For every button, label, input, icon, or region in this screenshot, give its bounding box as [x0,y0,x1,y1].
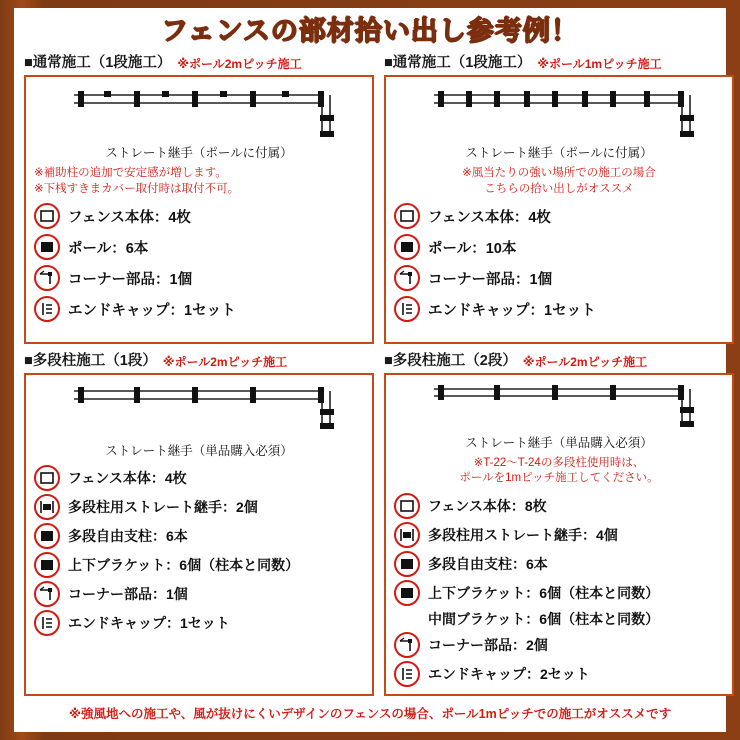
list-item [34,465,364,491]
panel-cell-1 [24,52,374,344]
endcap-icon [34,610,60,636]
list-item [394,234,724,260]
list-item [394,203,724,229]
list-item [394,265,724,291]
footer-text: ※強風地への施工や、風が抜けにくいデザインのフェンスの場合、ポール1mピッチでの施工がオススメです [68,707,672,721]
list-item [428,609,724,629]
list-item [34,552,364,578]
list-item [34,234,364,260]
corner-icon [34,581,60,607]
panel-heading-main-4: ■多段柱施工（2段） [384,352,517,369]
pole-icon [34,234,60,260]
diagram-caption-1: ストレート継手（ポールに付属） [105,146,293,160]
panel-note-4-1: ※T-22～T-24の多段柱使用時は、 [473,456,645,469]
item-label: ポール：10本 [428,240,517,257]
item-label: 多段柱用ストレート継手：2個 [68,498,258,515]
item-label: フェンス本体：8枚 [428,498,547,514]
fence-diagram-3 [34,383,364,439]
list-item [394,296,724,322]
item-list-1 [34,203,364,322]
item-list-3 [34,465,364,636]
item-list-4 [394,493,724,687]
title-bar [14,8,726,48]
panel-note-2-2: こちらの拾い出しがオススメ [484,182,634,195]
item-label: フェンス本体：4枚 [68,469,187,486]
panel-box-3 [24,373,374,696]
panel-heading-main-1: ■通常施工（1段施工） [24,55,172,71]
panel-heading-main-3: ■多段柱施工（1段） [24,352,157,369]
list-item [34,265,364,291]
fence-diagram-1 [34,85,364,141]
panel-heading-sub-1: ※ポール2mピッチ施工 [177,57,302,71]
panel-note-1-1: ※補助柱の追加で安定感が増します。 [34,167,227,179]
list-item [394,522,724,548]
fence-diagram-svg-1 [34,85,364,141]
item-label: 多段自由支柱：6本 [428,556,548,572]
list-item [394,551,724,577]
item-label: 多段自由支柱：6本 [68,527,188,544]
panel-note-2-1: ※風当たりの強い場所での施工の場合 [462,167,656,179]
panel-box-1 [24,75,374,344]
item-label: フェンス本体：4枚 [68,209,191,226]
list-item [394,661,724,687]
list-item [394,632,724,658]
panel-box-4 [384,373,734,696]
footer-note [24,700,716,726]
list-item [394,580,724,606]
endcap-icon [34,296,60,322]
panel-grid [24,52,716,696]
diagram-caption-2: ストレート継手（ポールに付属） [465,146,653,160]
corner-icon [394,265,420,291]
panel-heading-2 [384,52,734,72]
item-label: コーナー部品：1個 [428,271,553,288]
panel-notes-1 [34,166,364,197]
list-item [34,494,364,520]
panel-heading-3 [24,350,374,370]
list-item [34,581,364,607]
item-label: 中間ブラケット：6個（柱本と同数） [428,611,660,627]
poster-inner [14,8,726,732]
item-list-2 [394,203,724,322]
list-item [34,296,364,322]
pole-icon [34,523,60,549]
panel-note-1-2: ※下桟すきまカバー取付時は取付不可。 [34,182,240,195]
corner-icon [394,632,420,658]
item-label: エンドキャップ：1セット [68,302,236,319]
panel-heading-sub-3: ※ポール2mピッチ施工 [162,354,288,369]
panel-cell-2 [384,52,734,344]
diagram-caption-4: ストレート継手（単品購入必須） [465,435,653,450]
panel-icon [34,465,60,491]
panel-icon [394,203,420,229]
list-item [34,610,364,636]
panel-heading-4 [384,350,734,370]
list-item [34,523,364,549]
fence-diagram-svg-4 [394,383,724,431]
fence-diagram-svg-2 [394,85,724,141]
item-label: コーナー部品：1個 [68,271,193,288]
panel-heading-main-2: ■通常施工（1段施工） [384,55,532,71]
diagram-caption-3: ストレート継手（単品購入必須） [105,443,293,458]
item-label: ポール：6本 [68,240,149,257]
endcap-icon [394,661,420,687]
item-label: 上下ブラケット：6個（柱本と同数） [428,585,660,601]
fence-diagram-svg-3 [34,383,364,433]
item-label: エンドキャップ：1セット [428,302,596,319]
list-item [34,203,364,229]
bracket-icon [394,580,420,606]
panel-icon [34,203,60,229]
item-label: フェンス本体：4枚 [428,209,551,226]
joint-icon [34,494,60,520]
fence-diagram-2 [394,85,724,141]
item-label: エンドキャップ：1セット [68,614,230,631]
joint-icon [394,522,420,548]
panel-icon [394,493,420,519]
panel-heading-sub-2: ※ポール1mピッチ施工 [537,57,662,71]
panel-heading-sub-4: ※ポール2mピッチ施工 [522,354,648,369]
item-label: エンドキャップ：2セット [428,666,590,682]
page-title: フェンスの部材拾い出し参考例！ [161,15,579,46]
panel-cell-4 [384,350,734,696]
fence-diagram-4 [394,383,724,431]
panel-heading-1 [24,52,374,72]
panel-notes-4 [394,456,724,487]
panel-note-4-2: ポールを1mピッチ施工してください。 [459,472,659,485]
pole-icon [394,551,420,577]
panel-box-2 [384,75,734,344]
corner-icon [34,265,60,291]
item-label: 上下ブラケット：6個（柱本と同数） [68,556,300,573]
endcap-icon [394,296,420,322]
list-item [394,493,724,519]
panel-notes-2 [394,166,724,197]
bracket-icon [34,552,60,578]
pole-icon [394,234,420,260]
item-label: 多段柱用ストレート継手：4個 [428,527,618,543]
panel-cell-3 [24,350,374,696]
item-label: コーナー部品：2個 [428,637,548,653]
item-label: コーナー部品：1個 [68,585,188,602]
